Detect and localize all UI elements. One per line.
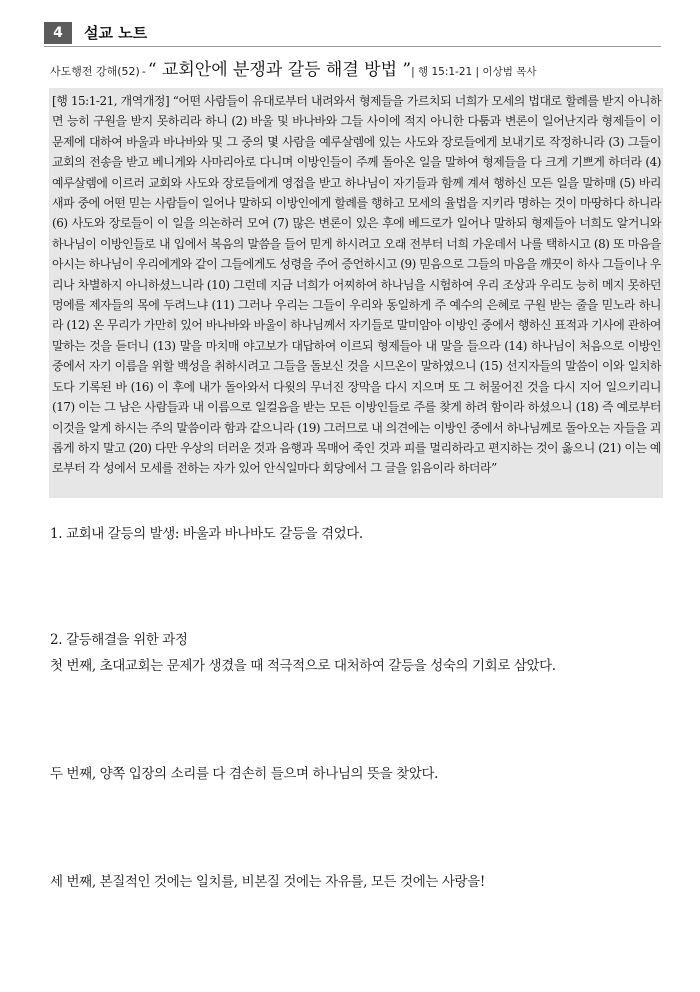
point-2-second: 두 번째, 양쪽 입장의 소리를 다 겸손히 들으며 하나님의 뜻을 찾았다. <box>50 766 439 782</box>
section-label: 설교 노트 <box>84 24 148 42</box>
point-1: 1. 교회내 갈등의 발생: 바울과 바나바도 갈등을 겪었다. <box>50 526 363 542</box>
sermon-series: 사도행전 강해(52) <box>50 65 140 78</box>
point-2-first: 첫 번째, 초대교회는 문제가 생겼을 때 적극적으로 대처하여 갈등을 성숙의 기회로 삼았다. <box>50 658 556 674</box>
sermon-reference: | 행 15:1-21 | 이상범 목사 <box>411 66 537 78</box>
title-dash: - <box>141 65 146 78</box>
sermon-title: “ 교회안에 분쟁과 갈등 해결 방법 ” <box>147 60 412 80</box>
scripture-passage: [행 15:1-21, 개역개정] “어떤 사람들이 유대로부터 내려와서 형제들을 가르치되 너희가 모세의 법대로 할례를 받지 아니하면 능히 구원을 받지 못하리라 하니 (2) 바울 및 바나바와 그들 사이에 적지 아니한 다툼과 변론이 일어난지라 형제들이 이 문제에 대하여 바울과 바나바와 및 그 중의 몇 사람을 예루살렘에 있는 사도와 장로들에게 보내기로 작정하니라 (3) 그들이 교회의 전송을 받고 베니게와 사마리아로 다니며 이방인들이 주께 돌아온 일을 말하여 형제들을 다 크게 기쁘게 하더라 (4) 예루살렘에 이르러 교회와 사도와 장로들에게 영접을 받고 하나님이 자기들과 함께 계셔 행하신 모든 일을 말하매 (5) 바리새파 중에 어떤 믿는 사람들이 일어나 말하되 이방인에게 할례를 행하고 모세의 율법을 지키라 명하는 것이 마땅하다 하니라 (6) 사도와 장로들이 이 일을 의논하러 모여 (7) 많은 변론이 있은 후에 베드로가 일어나 말하되 형제들아 너희도 알거니와 하나님이 이방인들로 내 입에서 복음의 말씀을 들어 믿게 하시려고 오래 전부터 너희 가운데서 나를 택하시고 (8) 또 마음을 아시는 하나님이 우리에게와 같이 그들에게도 성령을 주어 증언하시고 (9) 믿음으로 그들의 마음을 깨끗이 하사 그들이나 우리나 차별하지 아니하셨느니라 (10) 그런데 지금 너희가 어찌하여 하나님을 시험하여 우리 조상과 우리도 능히 메지 못하던 멍에를 제자들의 목에 두려느냐 (11) 그러나 우리는 그들이 우리와 동일하게 주 예수의 은혜로 구원 받는 줄을 믿노라 하니라 (12) 온 무리가 가만히 있어 바나바와 바울이 하나님께서 자기들로 말미암아 이방인 중에서 행하신 표적과 기사에 관하여 말하는 것을 듣더니 (13) 말을 마치매 야고보가 대답하여 이르되 형제들아 내 말을 들으라 (14) 하나님이 처음으로 이방인 중에서 자기 이름을 위할 백성을 취하시려고 그들을 돌보신 것을 시므온이 말하였으니 (15) 선지자들의 말씀이 이와 일치하도다 기록된 바 (16) 이 후에 내가 돌아와서 다윗의 무너진 장막을 다시 지으며 또 그 허물어진 것을 다시 지어 일으키리니 (17) 이는 그 남은 사람들과 내 이름으로 일컬음을 받는 모든 이방인들로 주를 찾게 하려 함이라 하셨으니 (18) 즉 예로부터 이것을 알게 하시는 주의 말씀이라 함과 같으니라 (19) 그러므로 내 의견에는 이방인 중에서 하나님께로 돌아오는 자들을 괴롭게 하지 말고 (20) 다만 우상의 더러운 것과 음행과 목매어 죽인 것과 피를 멀리하라고 편지하는 것이 옳으니 (21) 이는 예로부터 각 성에서 모세를 전하는 자가 있어 안식일마다 회당에서 그 글을 읽음이라 하더라” <box>49 88 663 498</box>
page-header <box>44 22 661 47</box>
point-2-third: 세 번째, 본질적인 것에는 일치를, 비본질 것에는 자유를, 모든 것에는 사랑을! <box>50 874 485 890</box>
page-number: 4 <box>44 22 72 44</box>
point-2-heading: 2. 갈등해결을 위한 과정 <box>50 632 188 648</box>
sermon-title-line <box>50 55 670 83</box>
